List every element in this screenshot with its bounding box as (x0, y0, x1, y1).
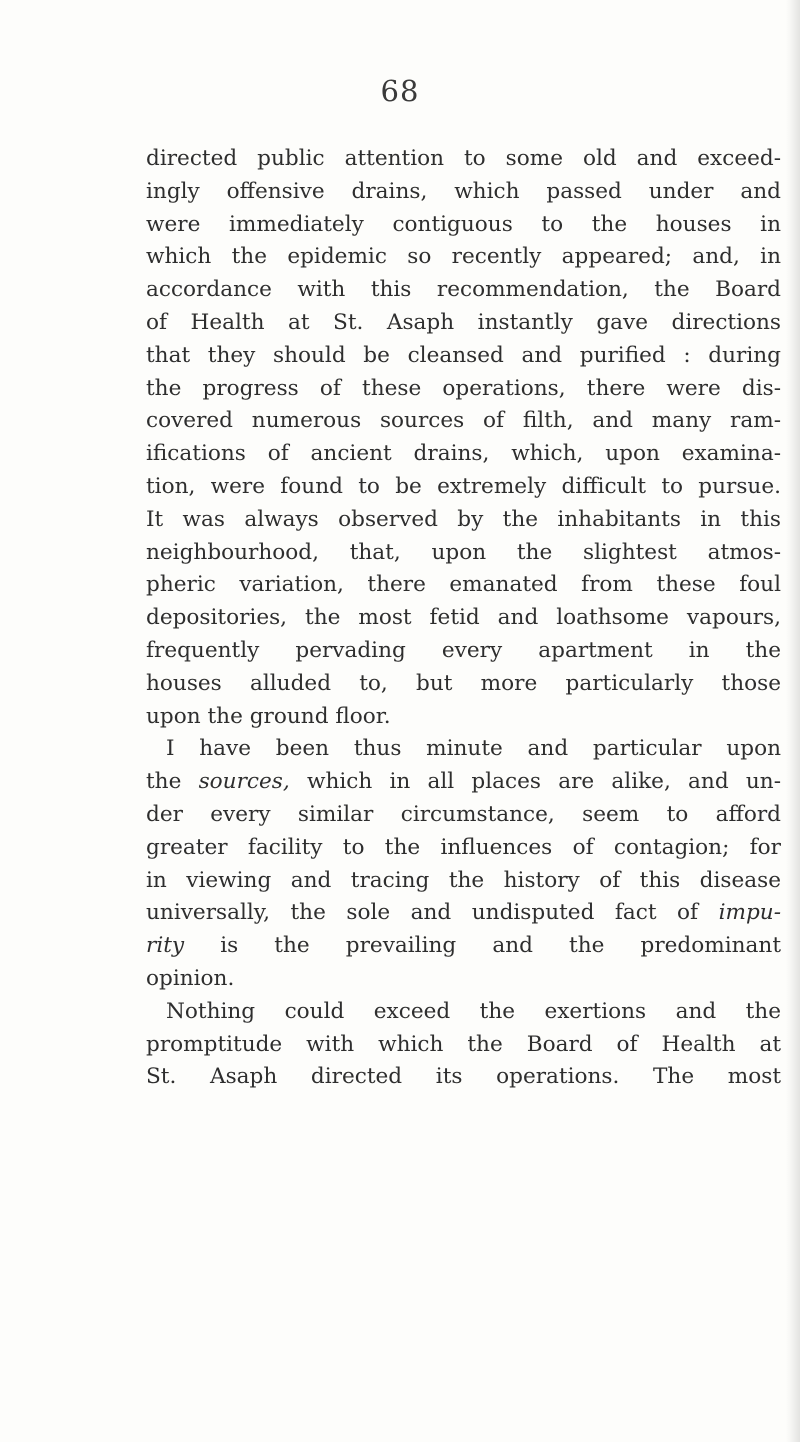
text-line: the progress of these operations, there were dis- (146, 375, 781, 401)
text-line: were immediately contiguous to the houses in (146, 211, 781, 237)
body-text (146, 143, 781, 1094)
text-line: which the epidemic so recently appeared; and, in (146, 244, 781, 270)
text-line: of Health at St. Asaph instantly gave directions (146, 309, 781, 335)
italic-word: rity (146, 933, 185, 959)
text-line: that they should be cleansed and purified : during (146, 342, 781, 368)
text-line: directed public attention to some old and exceed- (146, 146, 781, 171)
text-line: opinion. (146, 965, 235, 991)
text-segment: which in all places are alike, and un- (289, 769, 781, 795)
text-line: covered numerous sources of filth, and many ram- (146, 408, 781, 434)
text-line: pheric variation, there emanated from these foul (146, 572, 781, 598)
text-line (146, 766, 781, 799)
text-line: ingly offensive drains, which passed under and (146, 178, 781, 204)
page-edge-shadow (786, 0, 800, 1442)
italic-word: sources, (198, 769, 290, 795)
text-line: houses alluded to, but more particularly those (146, 670, 781, 696)
text-line (146, 930, 781, 963)
text-segment: the (146, 769, 199, 795)
text-line: St. Asaph directed its operations. The most (146, 1064, 781, 1090)
text-line: upon the ground floor. (146, 703, 391, 729)
text-line (146, 897, 781, 930)
text-line: greater facility to the influences of contagion; for (146, 834, 781, 860)
text-line: in viewing and tracing the history of this disease (146, 867, 781, 893)
text-line: der every similar circumstance, seem to afford (146, 801, 781, 827)
text-line: frequently pervading every apartment in the (146, 637, 781, 663)
text-line: depositories, the most fetid and loathsome vapours, (146, 605, 781, 631)
text-segment: is the prevailing and the predominant (184, 933, 781, 959)
text-line: Nothing could exceed the exertions and the (166, 998, 781, 1024)
text-line: tion, were found to be extremely difficult to pursue. (146, 473, 781, 499)
text-line: It was always observed by the inhabitants in this (146, 506, 781, 532)
page-number: 68 (380, 74, 420, 108)
text-line: ifications of ancient drains, which, upon examina- (146, 441, 781, 467)
text-line: promptitude with which the Board of Health at (146, 1031, 781, 1057)
text-line: neighbourhood, that, upon the slightest atmos- (146, 539, 781, 565)
text-segment: universally, the sole and undisputed fact of (146, 900, 719, 926)
text-line: accordance with this recommendation, the Board (146, 277, 781, 303)
italic-word: impu- (718, 900, 781, 926)
text-line: I have been thus minute and particular upon (166, 736, 781, 762)
